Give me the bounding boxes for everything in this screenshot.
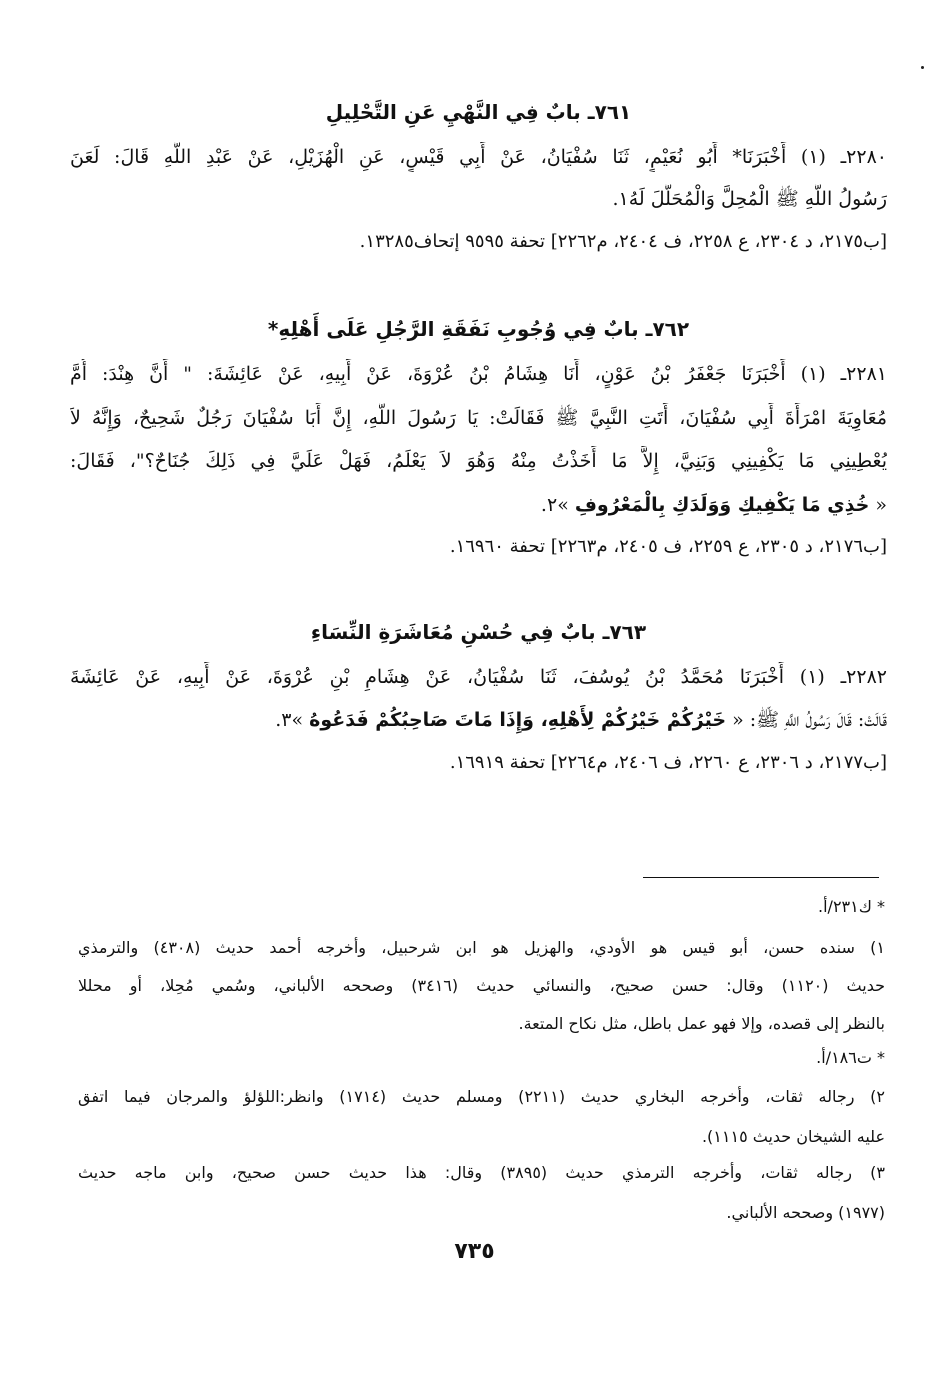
hadith-2280-references: [ب٢١٧٥، د ٢٣٠٤، ع ٢٢٥٨، ف ٢٤٠٤، م٢٢٦٢] تحفة ٩٥٩٥ إتحاف١٣٢٨٥. [359,231,887,252]
hadith-2281-line-2: مُعَاوِيَةَ امْرَأَةَ أَبِي سُفْيَانَ، أَتَتِ النَّبِيَّ ﷺ فَقَالَتْ: يَا رَسُولَ اللَّهِ، إِنَّ أَبَا سُفْيَانَ رَجُلٌ شَحِيحٌ، وَإِنَّهُ لاَ [70,407,887,429]
hadith-2282-quote: خَيْرُكُمْ خَيْرُكُمْ لِأَهْلِهِ، وَإِذَا مَاتَ صَاحِبُكُمْ فَدَعُوهُ [309,709,727,731]
quote-open: « [869,494,887,516]
hadith-2281-quote: خُذِي مَا يَكْفِيكِ وَوَلَدَكِ بِالْمَعْرُوفِ [574,494,870,516]
chapter-heading-762: ٧٦٢ـ بابٌ فِي وُجُوبِ نَفَقَةِ الرَّجُلِ عَلَى أَهْلِهِ* [267,317,690,341]
quote-close: »٣. [275,709,310,731]
footnote-1-line-3: بالنظر إلى قصده، وإلا فهو عمل باطل، مثل نكاح المتعة. [518,1014,885,1033]
quote-close: »٢. [540,494,575,516]
chapter-heading-763: ٧٦٣ـ بابٌ فِي حُسْنِ مُعَاشَرَةِ النِّسَاءِ [310,620,647,644]
footnote-2-line-1: ٢) رجاله ثقات، وأخرجه البخاري حديث (٢٢١١) ومسلم حديث (١٧١٤) وانظر:اللؤلؤ والمرجان فيما اتفق [78,1087,885,1106]
chapter-heading-761: ٧٦١ـ بابٌ فِي النَّهْيِ عَنِ التَّحْلِيلِ [325,100,632,124]
hadith-2280-line-2: رَسُولُ اللَّهِ ﷺ الْمُحِلَّ وَالْمُحَلَّلَ لَهُ١. [612,188,887,210]
hadith-2282-line-1: ٢٢٨٢ـ (١) أَخْبَرَنَا مُحَمَّدُ بْنُ يُوسُفَ، ثَنَا سُفْيَانُ، عَنْ هِشَامِ بْنِ عُرْوَةَ، عَنْ أَبِيهِ، عَنْ عَائِشَةَ [70,666,887,688]
footnote-2-line-2: عليه الشيخان حديث ١١١٥). [701,1127,885,1146]
hadith-2282-line-2 [70,705,887,735]
page-number: ٧٣٥ [454,1239,495,1264]
footnote-marker-2: * ت١٨٦/أ. [816,1048,885,1067]
footnote-divider [643,877,879,878]
footnote-1-line-2: حديث (١١٢٠) وقال: حسن صحيح، والنسائي حديث (٣٤١٦) وصححه الألباني، وسُمي مُحِلا، أو محللا [78,976,885,995]
hadith-2280-line-1: ٢٢٨٠ـ (١) أَخْبَرَنَا* أَبُو نُعَيْمٍ، ثَنَا سُفْيَانُ، عَنْ أَبِي قَيْسٍ، عَنِ الْهُزَيْلِ، عَنْ عَبْدِ اللَّهِ قَالَ: لَعَنَ [70,146,887,168]
footnote-1-line-1: ١) سنده حسن، أبو قيس هو الأودي، والهزيل هو ابن شرحبيل، وأخرجه أحمد حديث (٤٣٠٨) والترمذي [78,938,885,957]
hadith-2282-intro: قَالَتْ: قَالَ رَسُولُ اللَّهِ ﷺ: « [726,709,887,731]
hadith-2281-line-3: يُعْطِينِي مَا يَكْفِينِي وَبَنِيَّ، إِلاَّ مَا أَخَذْتُ مِنْهُ وَهُوَ لاَ يَعْلَمُ، فَهَلْ عَلَيَّ فِي ذَلِكَ جُنَاحٌ؟"، فَقَالَ: [70,450,887,472]
footnote-3-line-2: (١٩٧٧) وصححه الألباني. [726,1203,885,1222]
hadith-2281-line-1: ٢٢٨١ـ (١) أَخْبَرَنَا جَعْفَرُ بْنُ عَوْنٍ، أَنَا هِشَامُ بْنُ عُرْوَةَ، عَنْ أَبِيهِ، عَنْ عَائِشَةَ: " أَنَّ هِنْدَ: أُمَّ [70,363,887,385]
hadith-2281-references: [ب٢١٧٦، د ٢٣٠٥، ع ٢٢٥٩، ف ٢٤٠٥، م٢٢٦٣] تحفة ١٦٩٦٠. [449,536,887,557]
footnote-marker-1: * ك٢٣١/أ. [818,897,885,916]
stray-dot [921,66,924,69]
hadith-2282-references: [ب٢١٧٧، د ٢٣٠٦، ع ٢٢٦٠، ف ٢٤٠٦، م٢٢٦٤] تحفة ١٦٩١٩. [449,752,887,773]
footnote-3-line-1: ٣) رجاله ثقات، وأخرجه الترمذي حديث (٣٨٩٥) وقال: هذا حديث حسن صحيح، وابن ماجه حديث [78,1163,885,1182]
hadith-2281-line-4 [70,490,887,520]
